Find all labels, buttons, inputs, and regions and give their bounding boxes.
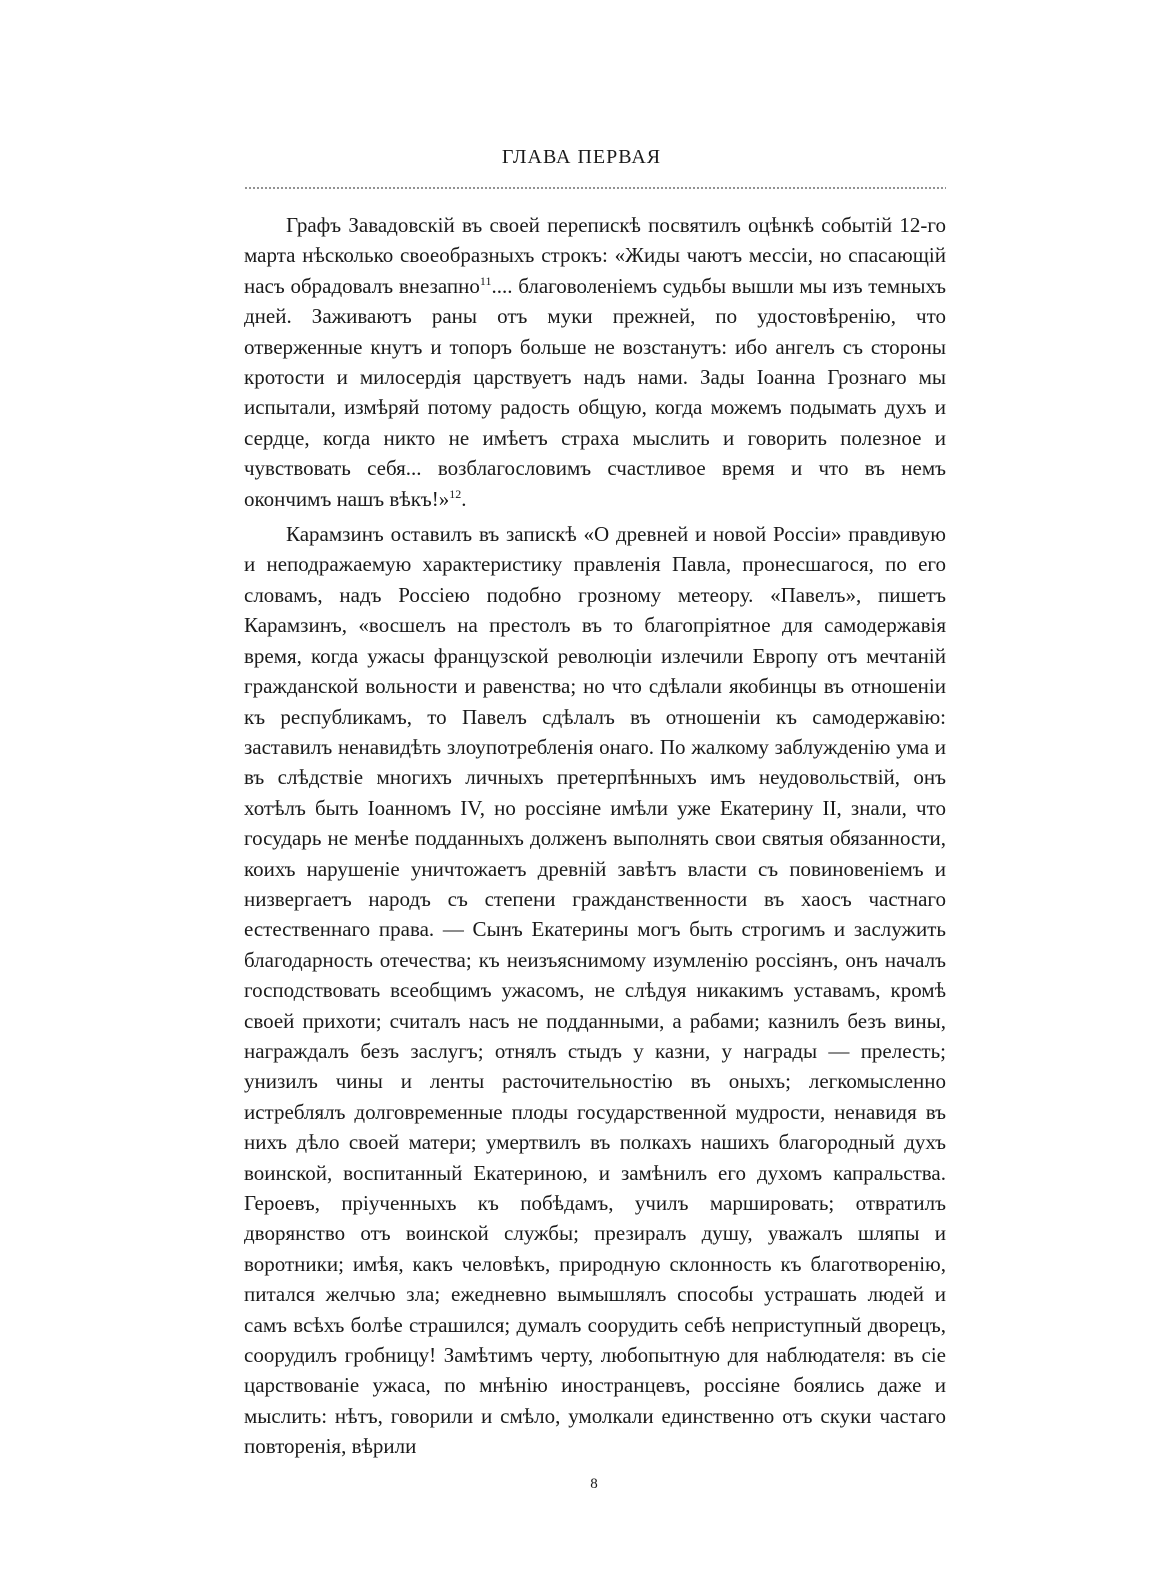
paragraph-1-text-b: .... благоволеніемъ судьбы вышли мы изъ темныхъ дней. Заживаютъ раны отъ муки прежней, по удостовѣренію, что отверженные кнутъ и топоръ больше не возстанутъ: ибо ангелъ съ стороны кротости и милосердія царствуетъ надъ нами. Зады Іоанна Грознаго мы испытали, измѣряй потому радость общую, когда можемъ подымать духъ и сердце, когда никто не имѣетъ страха мыслить и говорить полезное и чувствовать себя... возблагословимъ счастливое время и что въ немъ окончимъ нашъ вѣкъ!» xyxy=(244,273,946,511)
paragraph-1 xyxy=(244,210,946,514)
paragraph-2: Карамзинъ оставилъ въ запискѣ «О древней и новой Россіи» правдивую и неподражаемую характеристику правленія Павла, пронесшагося, по его словамъ, надъ Россіею подобно грозному метеору. «Павелъ», пишетъ Карамзинъ, «восшелъ на престолъ въ то благопріятное для самодержавія время, когда ужасы французской революціи излечили Европу отъ мечтаній гражданской вольности и равенства; но что сдѣлали якобинцы въ отношеніи къ республикамъ, то Павелъ сдѣлалъ въ отношеніи къ самодержавію: заставилъ ненавидѣть злоупотребленія онаго. По жалкому заблужденію ума и въ слѣдствіе многихъ личныхъ претерпѣнныхъ имъ неудовольствій, онъ хотѣлъ быть Іоанномъ IV, но россіяне имѣли уже Екатерину II, знали, что государь не менѣе подданныхъ долженъ выполнять свои святыя обязанности, коихъ нарушеніе уничтожаетъ древній завѣтъ власти съ повиновеніемъ и низвергаетъ народъ съ степени гражданственности въ хаосъ частнаго естественнаго права. — Сынъ Екатерины могъ быть строгимъ и заслужить благодарность отечества; къ неизъяснимому изумленію россіянъ, онъ началъ господствовать всеобщимъ ужасомъ, не слѣдуя никакимъ уставамъ, кромѣ своей прихоти; считалъ насъ не подданными, а рабами; казнилъ безъ вины, награждалъ безъ заслугъ; отнялъ стыдъ у казни, у награды — прелесть; унизилъ чины и ленты расточительностію въ оныхъ; легкомысленно истреблялъ долговременные плоды государственной мудрости, ненавидя въ нихъ дѣло своей матери; умертвилъ въ полкахъ нашихъ благородный духъ воинской, воспитанный Екатериною, и замѣнилъ его духомъ капральства. Героевъ, пріученныхъ къ побѣдамъ, училъ маршировать; отвратилъ дворянство отъ воинской службы; презиралъ душу, уважалъ шляпы и воротники; имѣя, какъ человѣкъ, природную склонность къ благотворенію, питался желчью зла; ежедневно вымышлялъ способы устрашать людей и самъ всѣхъ болѣе страшился; думалъ соорудить себѣ неприступный дворецъ, соорудилъ гробницу! Замѣтимъ черту, любопытную для наблюдателя: въ сіе царствованіе ужаса, по мнѣнію иностранцевъ, россіяне боялись даже и мыслить: нѣтъ, говорили и смѣло, умолкали единственно отъ скуки частаго повторенія, вѣрили xyxy=(244,522,946,1459)
footnote-ref-11: 11 xyxy=(479,273,492,288)
page-number: 8 xyxy=(590,1476,598,1492)
body-text xyxy=(244,210,946,1462)
running-head-title: ГЛАВА ПЕРВАЯ xyxy=(501,146,662,168)
footnote-ref-12: 12 xyxy=(449,486,462,501)
header-rule xyxy=(244,186,946,190)
paragraph-1-text-a: Графъ Завадовскій въ своей перепискѣ посвятилъ оцѣнкѣ событій 12-го марта нѣсколько своеобразныхъ строкъ: «Жиды чаютъ мессіи, но спасающій насъ обрадовалъ внезапно xyxy=(244,213,946,298)
paragraph-1-text-c: . xyxy=(461,486,467,511)
